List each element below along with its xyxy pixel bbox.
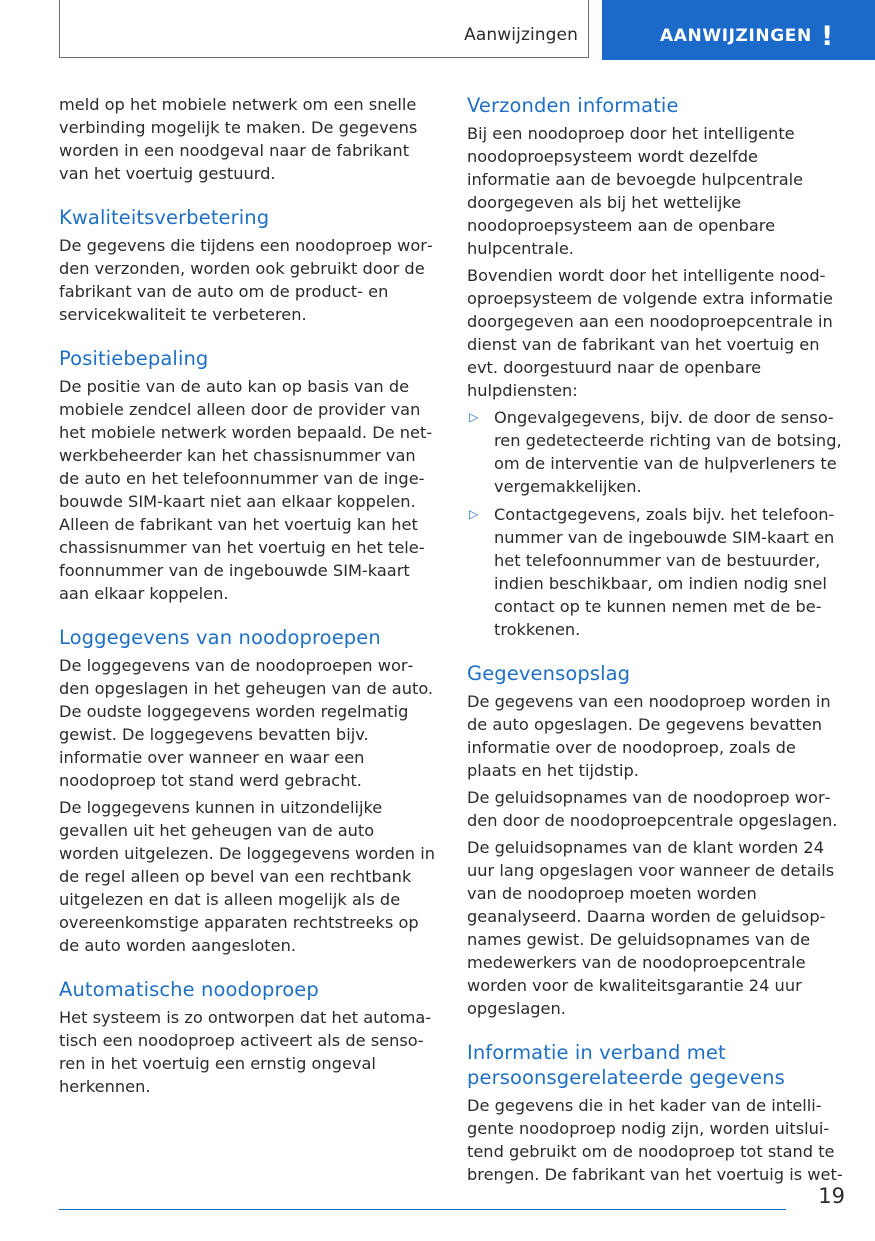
paragraph: De geluidsopnames van de noodoproep worden door de noodoproepcentrale opgeslagen. (467, 788, 838, 830)
bullet-item (467, 503, 845, 641)
section-heading-automatische-noodoproep: Automatische noodoproep (59, 978, 319, 1001)
section-heading-positiebepaling: Positiebepaling (59, 347, 209, 370)
section-tab-label: AANWIJZINGEN (660, 26, 812, 46)
section-heading-kwaliteitsverbetering: Kwaliteitsverbetering (59, 206, 270, 229)
paragraph: De loggegevens kunnen in uitzondelijke gevallen uit het geheugen van de auto worden uitgelezen. De loggegevens worden in de regel alleen op bevel van een rechtbank uitgelezen en dat is alleen mogelijk als de overeenkomstige apparaten rechtstreeks op de auto worden aangesloten. (59, 798, 435, 955)
section-heading-persoonsgegevens: Informatie in verband met persoonsgerelateerde gegevens (467, 1041, 785, 1089)
left-column (59, 93, 437, 1102)
paragraph: De geluidsopnames van de klant worden 24 uur lang opgeslagen voor wanneer de details van de noodoproep moeten worden geanalyseerd. Daarna worden de geluidsopnames gewist. De geluidsopnames van de medewerkers van de noodoproepcentrale worden voor de kwaliteitsgarantie 24 uur opgeslagen. (467, 838, 835, 1018)
bullet-text: Contactgegevens, zoals bijv. het telefoonnummer van de ingebouwde SIM-kaart en het telefoonnummer van de bestuurder, indien beschikbaar, om indien nodig snel contact op te kunnen nemen met de betrokkenen. (494, 505, 835, 639)
footer-rule (59, 1209, 786, 1210)
paragraph: De gegevens die in het kader van de intelligente noodoproep nodig zijn, worden uitsluitend gebruikt om de noodoproep tot stand te brengen. De fabrikant van het voertuig is wet- (467, 1096, 843, 1184)
header-box (59, 0, 589, 58)
paragraph: Bovendien wordt door het intelligente noodoproepsysteem de volgende extra informatie doorgegeven aan een noodoproepcentrale in dienst van de fabrikant van het voertuig en evt. doorgestuurd naar de openbare hulpdiensten: (467, 266, 834, 400)
paragraph: De loggegevens van de noodoproepen worden opgeslagen in het geheugen van de auto. De oudste loggegevens worden regelmatig gewist. De loggegevens bevatten bijv. informatie over wanneer en waar een noodoproep tot stand werd gebracht. (59, 656, 434, 790)
header-title: Aanwijzingen (464, 25, 578, 45)
section-tab (602, 0, 875, 60)
triangle-right-icon: ▷ (469, 507, 479, 521)
section-heading-loggegevens: Loggegevens van noodoproepen (59, 626, 381, 649)
paragraph: De positie van de auto kan op basis van de mobiele zendcel alleen door de provider van het mobiele netwerk worden bepaald. De netwerkbeheerder kan het chassisnummer van de auto en het telefoonnummer van de ingebouwde SIM-kaart niet aan elkaar koppelen. Alleen de fabrikant van het voertuig kan het chassisnummer van het voertuig en het telefoonnummer van de ingebouwde SIM-kaart aan elkaar koppelen. (59, 377, 433, 603)
section-heading-gegevensopslag: Gegevensopslag (467, 662, 631, 685)
intro-paragraph: meld op het mobiele netwerk om een snelle verbinding mogelijk te maken. De gegevens worden in een noodgeval naar de fabrikant van het voertuig gestuurd. (59, 95, 418, 183)
bullet-text: Ongevalgegevens, bijv. de door de sensoren gedetecteerde richting van de botsing, om de interventie van de hulpverleners te vergemakkelijken. (494, 408, 842, 496)
bullet-item (467, 406, 845, 498)
paragraph: De gegevens van een noodoproep worden in de auto opgeslagen. De gegevens bevatten informatie over de noodoproep, zoals de plaats en het tijdstip. (467, 692, 831, 780)
triangle-right-icon: ▷ (469, 410, 479, 424)
paragraph: Bij een noodoproep door het intelligente noodoproepsysteem wordt dezelfde informatie aan de bevoegde hulpcentrale doorgegeven als bij het wettelijke noodoproepsysteem aan de openbare hulpcentrale. (467, 124, 804, 258)
exclamation-icon: ! (821, 21, 834, 52)
section-heading-verzonden-informatie: Verzonden informatie (467, 94, 679, 117)
paragraph: De gegevens die tijdens een noodoproep worden verzonden, worden ook gebruikt door de fabrikant van de auto om de product- en servicekwaliteit te verbeteren. (59, 236, 433, 324)
bullet-list (467, 406, 845, 641)
right-column (467, 93, 845, 1190)
paragraph: Het systeem is zo ontworpen dat het automatisch een noodoproep activeert als de sensoren in het voertuig een ernstig ongeval herkennen. (59, 1008, 432, 1096)
page-number: 19 (818, 1184, 845, 1208)
